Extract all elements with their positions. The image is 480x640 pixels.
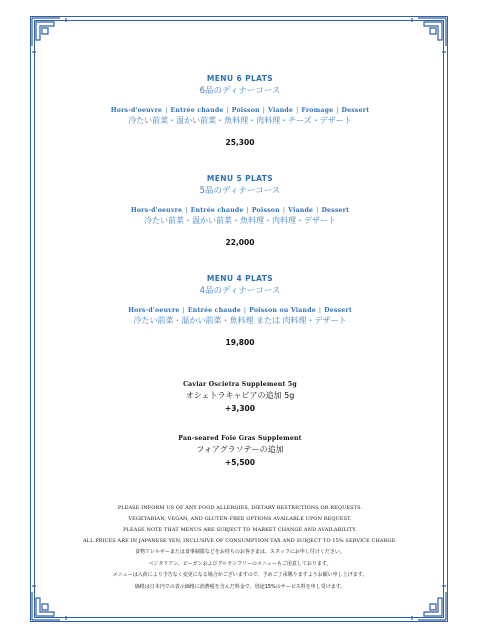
supplement-price: +3,300	[224, 404, 255, 413]
supplement-foie-gras	[40, 435, 440, 467]
note-line-jp: 価格は日本円での表示価格に消費税を含んだ料金で、別途15%のサービス料を申し受けます。	[134, 583, 346, 590]
course-list: Hors-d'oeuvre | Entrée chaude | Poisson ou Viande | Dessert	[128, 307, 352, 314]
menu-4-plats	[40, 274, 440, 374]
course-list: Hors-d'oeuvre | Entrée chaude | Poisson | Viande | Fromage | Dessert	[110, 107, 370, 114]
menu-title-jp: 4品のディナーコース	[199, 286, 281, 296]
menu-title: MENU 6 PLATS	[206, 74, 274, 83]
supplement-caviar	[40, 381, 440, 435]
course-item: Hors-d'oeuvre	[110, 107, 163, 114]
menu-title-jp: 6品のディナーコース	[199, 86, 281, 96]
course-item: Viande	[268, 107, 294, 114]
course-item: Dessert	[321, 207, 350, 214]
menu-content	[40, 74, 440, 467]
course-item: Fromage	[301, 107, 334, 114]
note-line-jp: ベジタリアン、ビーガンおよびグルテンフリーのメニューもご用意しております。	[148, 560, 332, 567]
footer-notes	[50, 503, 430, 593]
course-item: Hors-d'oeuvre	[128, 307, 180, 314]
note-line: PLEASE INFORM US OF ANY FOOD ALLERGIES, DIETARY RESTRICTIONS OR REQUESTS.	[117, 505, 363, 511]
course-item: Dessert	[341, 107, 370, 114]
menu-price: 25,300	[225, 138, 255, 147]
menu-title-jp: 5品のディナーコース	[199, 186, 281, 196]
note-line: ALL PRICES ARE IN JAPANESE YEN, INCLUSIVE OF CONSUMPTION TAX AND SUBJECT TO 15% SERVICE CHARGE.	[82, 538, 398, 544]
course-item: Poisson	[231, 107, 260, 114]
menu-title: MENU 5 PLATS	[206, 174, 274, 183]
course-list-jp: 冷たい前菜・温かい前菜・魚料理・肉料理・チーズ・デザート	[128, 116, 352, 125]
course-list-jp: 冷たい前菜・温かい前菜・魚料理 または 肉料理・デザート	[133, 316, 347, 325]
supplement-title: Caviar Oscietra Supplement 5g	[183, 381, 297, 388]
supplement-title-jp: オシェトラキャビアの追加 5g	[185, 391, 295, 400]
course-item: Hors-d'oeuvre	[130, 207, 183, 214]
course-item: Poisson ou Viande	[249, 307, 316, 314]
supplement-title: Pan-seared Foie Gras Supplement	[178, 435, 302, 442]
menu-5-plats	[40, 174, 440, 274]
course-item: Viande	[288, 207, 314, 214]
corner-ornament-icon	[406, 16, 448, 58]
menu-price: 19,800	[225, 338, 255, 347]
note-line-jp: メニューは入荷により予告なく変更になる場合がございますので、予めご了承賜りますようお願い申し上げます。	[112, 572, 368, 578]
note-line: VEGETARIAN, VEGAN, AND GLUTEN-FREE OPTIONS AVAILABLE UPON REQUEST.	[128, 516, 352, 522]
course-list-jp: 冷たい前菜・温かい前菜・魚料理・肉料理・デザート	[144, 216, 336, 225]
course-item: Entrée chaude	[190, 207, 244, 214]
course-item: Entrée chaude	[187, 307, 241, 314]
course-item: Entrée chaude	[170, 107, 224, 114]
course-item: Dessert	[324, 307, 352, 314]
menu-price: 22,000	[225, 238, 255, 247]
menu-title: MENU 4 PLATS	[206, 274, 274, 283]
note-line-jp: 食物アレルギーまたは食事制限などをお持ちのお客さまは、スタッフにお申し付けください。	[135, 549, 345, 555]
corner-ornament-icon	[30, 16, 72, 58]
course-list: Hors-d'oeuvre | Entrée chaude | Poisson | Viande | Dessert	[130, 207, 350, 214]
supplement-title-jp: フォアグラソテーの追加	[196, 445, 284, 454]
menu-6-plats	[40, 74, 440, 174]
note-line: PLEASE NOTE THAT MENUS ARE SUBJECT TO MARKET CHANGE AND AVAILABILITY.	[123, 527, 357, 533]
supplement-price: +5,500	[224, 458, 255, 467]
course-item: Poisson	[251, 207, 280, 214]
